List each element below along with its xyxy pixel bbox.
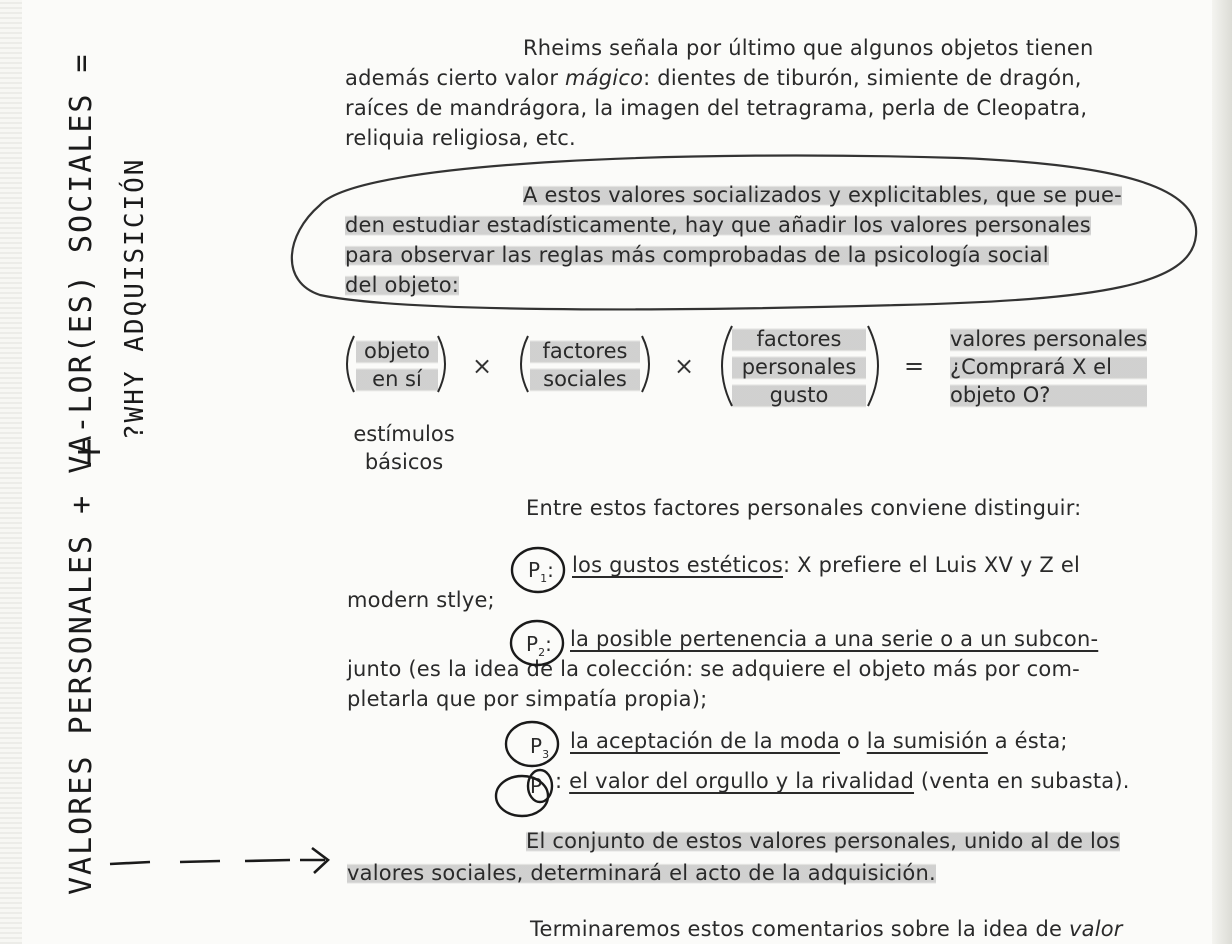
item-p1-label: $P_1$: bbox=[528, 558, 554, 585]
p5-line-1: Terminaremos estos comentarios sobre la idea de valor bbox=[530, 917, 1123, 941]
item-p4-label: P bbox=[530, 774, 543, 798]
p1-line-4: reliquia religiosa, etc. bbox=[345, 126, 576, 150]
item-p4-line: : el valor del orgullo y la rivalidad (venta en subasta). bbox=[555, 769, 1130, 793]
formula-term-objeto: objeto en sí bbox=[356, 337, 438, 393]
item-p1-line-2: modern stlye; bbox=[347, 588, 495, 612]
formula-times-1: × bbox=[472, 352, 493, 380]
item-p3-label: $P_3$ bbox=[530, 734, 550, 761]
formula-times-2: × bbox=[674, 352, 695, 380]
item-p2-line-3: pletarla que por simpatía propia); bbox=[347, 687, 708, 711]
formula-equals: = bbox=[904, 352, 925, 380]
p2-line-3: para observar las reglas más comprobadas de la psicología social bbox=[345, 243, 1049, 267]
formula-estimulos-basicos: estímulos básicos bbox=[353, 422, 455, 474]
p-label-circles bbox=[496, 548, 564, 816]
p4-line-1: El conjunto de estos valores personales, unido al de los bbox=[526, 829, 1121, 853]
item-p2-line-1: la posible pertenencia a una serie o a un subcon- bbox=[570, 627, 1099, 651]
item-p2-label: $P_2$: bbox=[526, 632, 552, 659]
p1-line-3: raíces de mandrágora, la imagen del tetragrama, perla de Cleopatra, bbox=[345, 96, 1088, 120]
formula-result: valores personales ¿Comprará X el objeto O? bbox=[950, 327, 1148, 407]
p3-line-1: Entre estos factores personales conviene distinguir: bbox=[526, 496, 1082, 520]
formula-parentheses bbox=[347, 326, 878, 406]
p1-line-2: además cierto valor mágico: dientes de tiburón, simiente de dragón, bbox=[345, 66, 1082, 90]
p4-line-2: valores sociales, determinará el acto de la adquisición. bbox=[347, 861, 936, 885]
pen-ellipse bbox=[292, 155, 1196, 309]
handwritten-margin-note-left: VALORES PERSONALES + VA-LOR(ES) SOCIALES = bbox=[64, 52, 99, 895]
item-p3-line: la aceptación de la moda o la sumisión a ésta; bbox=[570, 729, 1068, 753]
p1-line-1: Rheims señala por último que algunos objetos tienen bbox=[523, 36, 1094, 60]
p2-line-1: A estos valores socializados y explicitables, que se pue- bbox=[523, 183, 1122, 207]
item-p1-line-1: los gustos estéticos: X prefiere el Luis XV y Z el bbox=[572, 553, 1081, 577]
formula-term-factores-personales: factores personales gusto bbox=[732, 325, 866, 409]
formula-term-factores-sociales: factores sociales bbox=[530, 337, 640, 393]
handwritten-margin-note-right: ?WHY ADQUISICIÓN bbox=[120, 157, 150, 440]
p2-line-2: den estudiar estadísticamente, hay que añadir los valores personales bbox=[345, 213, 1091, 237]
plus-icon bbox=[78, 440, 100, 464]
p2-line-4: del objeto: bbox=[345, 273, 460, 297]
item-p2-line-2: junto (es la idea de la colección: se adquiere el objeto más por com- bbox=[347, 657, 1080, 681]
arrow-icon bbox=[110, 848, 328, 873]
